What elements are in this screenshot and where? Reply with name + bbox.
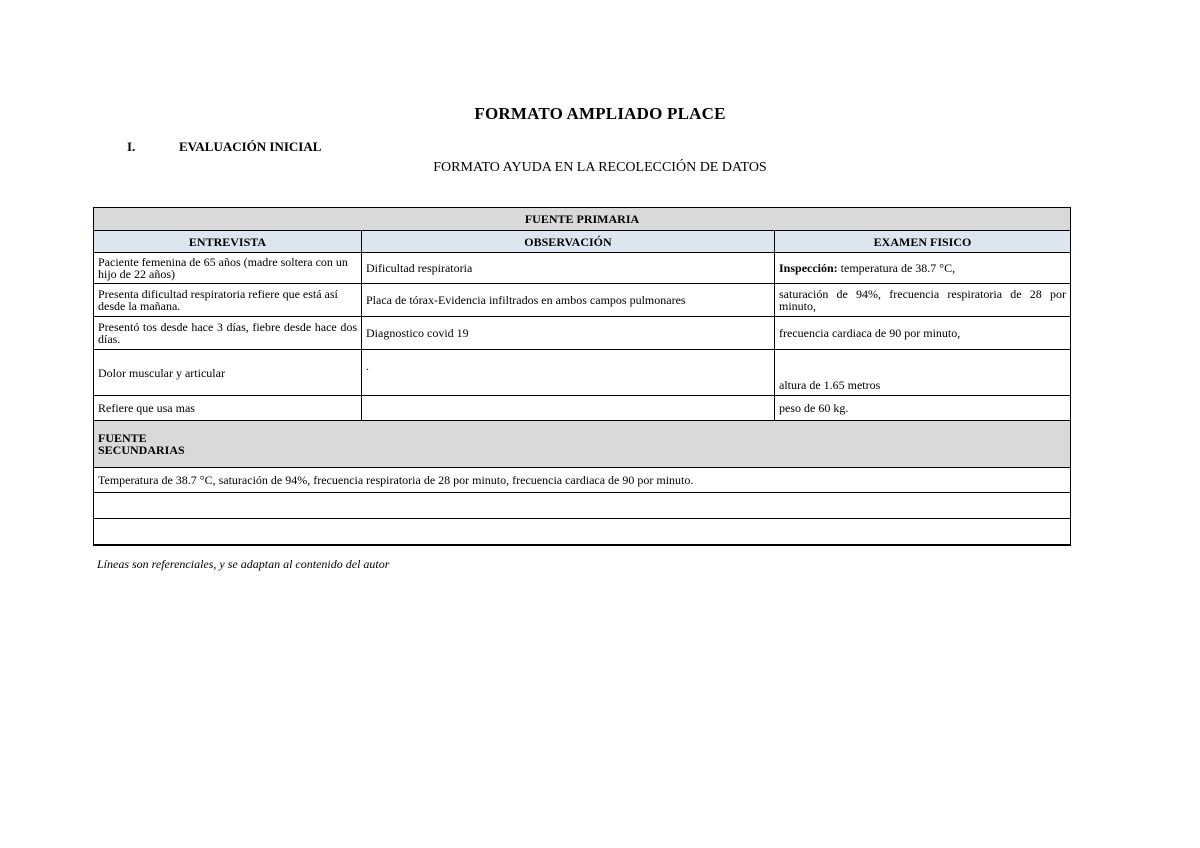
secondary-source-text: Temperatura de 38.7 °C, saturación de 94%, frecuencia respiratoria de 28 por minuto, frecuencia cardiaca de 90 por minuto. [94,468,1071,493]
observacion-cell: Placa de tórax-Evidencia infiltrados en ambos campos pulmonares [362,284,775,317]
primary-source-header: FUENTE PRIMARIA [94,208,1071,231]
examen-cell [775,253,1071,284]
observacion-cell: Diagnostico covid 19 [362,317,775,350]
section-title: EVALUACIÓN INICIAL [179,139,322,154]
table-row [94,350,1071,396]
examen-cell: saturación de 94%, frecuencia respiratoria de 28 por minuto, [775,284,1071,317]
table-row [94,317,1071,350]
primary-source-header-row [94,208,1071,231]
section-heading [127,139,321,155]
entrevista-cell: Presenta dificultad respiratoria refiere que está así desde la mañana. [94,284,362,317]
entrevista-cell: Paciente femenina de 65 años (madre soltera con un hijo de 22 años) [94,253,362,284]
table-row [94,284,1071,317]
examen-cell: frecuencia cardiaca de 90 por minuto, [775,317,1071,350]
observacion-cell: Dificultad respiratoria [362,253,775,284]
inspection-label: Inspección: [779,261,838,275]
secondary-source-header [94,421,1071,468]
entrevista-cell: Dolor muscular y articular [94,350,362,396]
secondary-source-row [94,468,1071,493]
column-header-entrevista: ENTREVISTA [94,231,362,253]
empty-row [94,493,1071,519]
footnote: Líneas son referenciales, y se adaptan al contenido del autor [97,557,390,571]
examen-cell: peso de 60 kg. [775,396,1071,421]
observacion-cell: . [362,350,775,396]
section-number: I. [127,139,136,154]
empty-cell [94,493,1071,519]
entrevista-cell: Presentó tos desde hace 3 días, fiebre desde hace dos días. [94,317,362,350]
data-collection-table [93,207,1071,546]
empty-cell [94,519,1071,546]
column-header-observacion: OBSERVACIÓN [362,231,775,253]
empty-row [94,519,1071,546]
secondary-header-line1: FUENTE [98,431,147,445]
column-header-row [94,231,1071,253]
document-title: FORMATO AMPLIADO PLACE [474,104,726,123]
observacion-cell [362,396,775,421]
table-row [94,396,1071,421]
secondary-source-header-row [94,421,1071,468]
secondary-header-line2: SECUNDARIAS [98,443,185,457]
column-header-examen-fisico: EXAMEN FISICO [775,231,1071,253]
examen-text: temperatura de 38.7 °C, [840,261,956,275]
examen-cell: altura de 1.65 metros [775,350,1071,396]
table-row [94,253,1071,284]
entrevista-cell: Refiere que usa mas [94,396,362,421]
document-subtitle: FORMATO AYUDA EN LA RECOLECCIÓN DE DATOS [433,160,767,175]
